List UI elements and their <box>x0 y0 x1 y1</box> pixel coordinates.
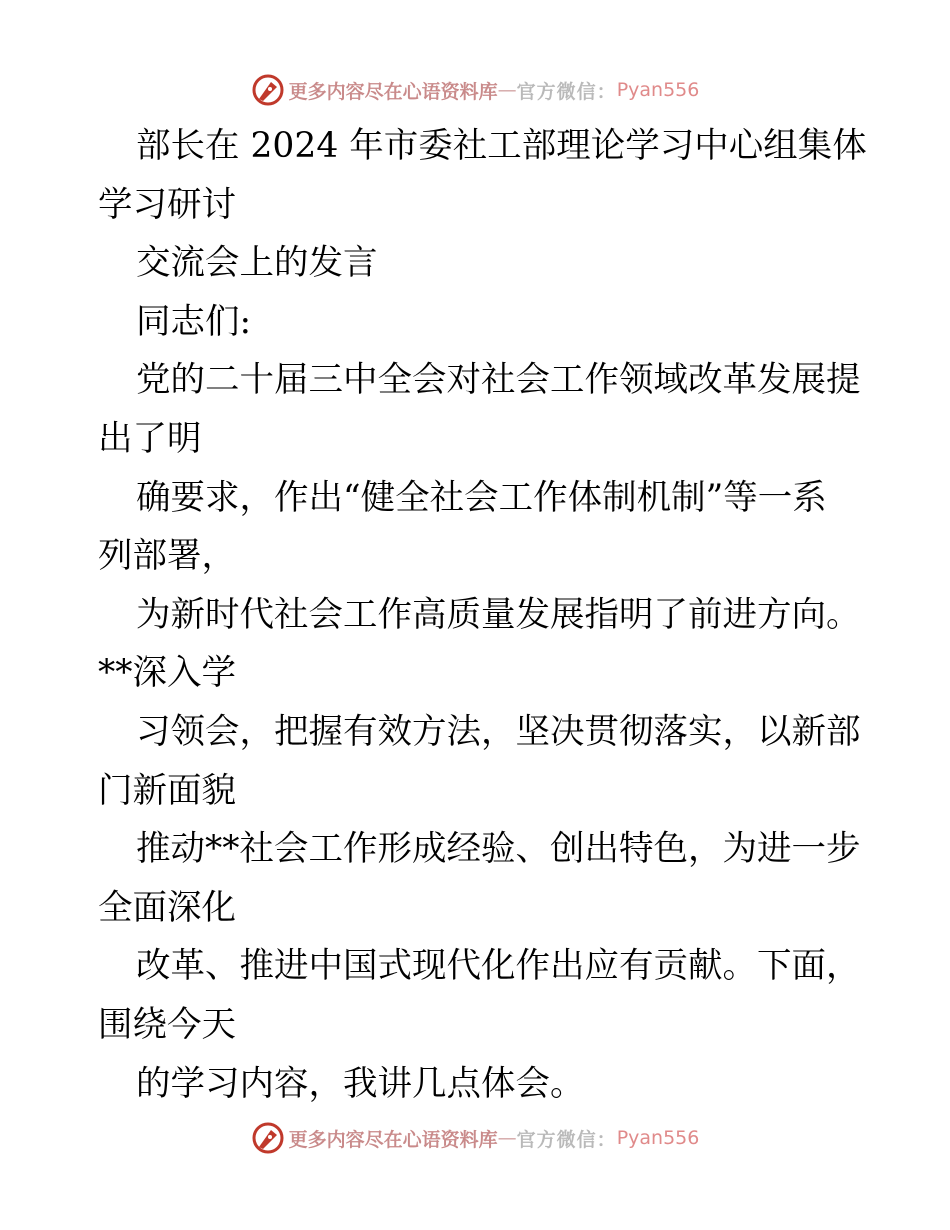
title-line-1: 部长在 2024 年市委社工部理论学习中心组集体 <box>136 126 867 166</box>
pen-nib-logo-icon <box>251 73 285 107</box>
watermark-official-label: 官方微信： <box>516 80 617 103</box>
header-watermark <box>0 70 950 110</box>
paragraph-line: 习领会，把握有效方法，坚决贯彻落实，以新部 <box>136 711 861 752</box>
paragraph-line: 门新面貌 <box>98 770 236 811</box>
paragraph-line: 为新时代社会工作高质量发展指明了前进方向。 <box>136 594 861 635</box>
paragraph-line: 改革、推进中国式现代化作出应有贡献。下面， <box>136 946 861 987</box>
paragraph-line: 围绕今天 <box>98 1004 236 1045</box>
document-body <box>0 117 950 1113</box>
footer-watermark <box>0 1118 950 1158</box>
paragraph-line: 确要求，作出“健全社会工作体制机制”等一系 <box>136 477 827 518</box>
paragraph-line: 的学习内容，我讲几点体会。 <box>136 1063 585 1104</box>
watermark-promo-text: 更多内容尽在心语资料库 <box>288 1128 498 1151</box>
paragraph-line: 全面深化 <box>98 887 236 928</box>
watermark-wechat-id: Pyan556 <box>616 1127 700 1149</box>
title-line-3: 交流会上的发言 <box>136 243 378 284</box>
paragraph-line: 列部署， <box>98 536 236 577</box>
paragraph-line: 出了明 <box>98 418 202 459</box>
watermark-dash: — <box>497 79 517 101</box>
paragraph-line: 推动**社会工作形成经验、创出特色，为进一步 <box>136 829 861 870</box>
pen-nib-logo-icon <box>251 1121 285 1155</box>
paragraph-line: 党的二十届三中全会对社会工作领域改革发展提 <box>136 360 861 401</box>
watermark-promo-text: 更多内容尽在心语资料库 <box>288 80 498 103</box>
watermark-dash: — <box>497 1127 517 1149</box>
salutation: 同志们: <box>136 301 252 342</box>
paragraph-line: **深入学 <box>98 653 236 694</box>
title-line-2: 学习研讨 <box>98 184 236 225</box>
watermark-wechat-id: Pyan556 <box>616 79 700 101</box>
watermark-official-label: 官方微信： <box>516 1128 617 1151</box>
